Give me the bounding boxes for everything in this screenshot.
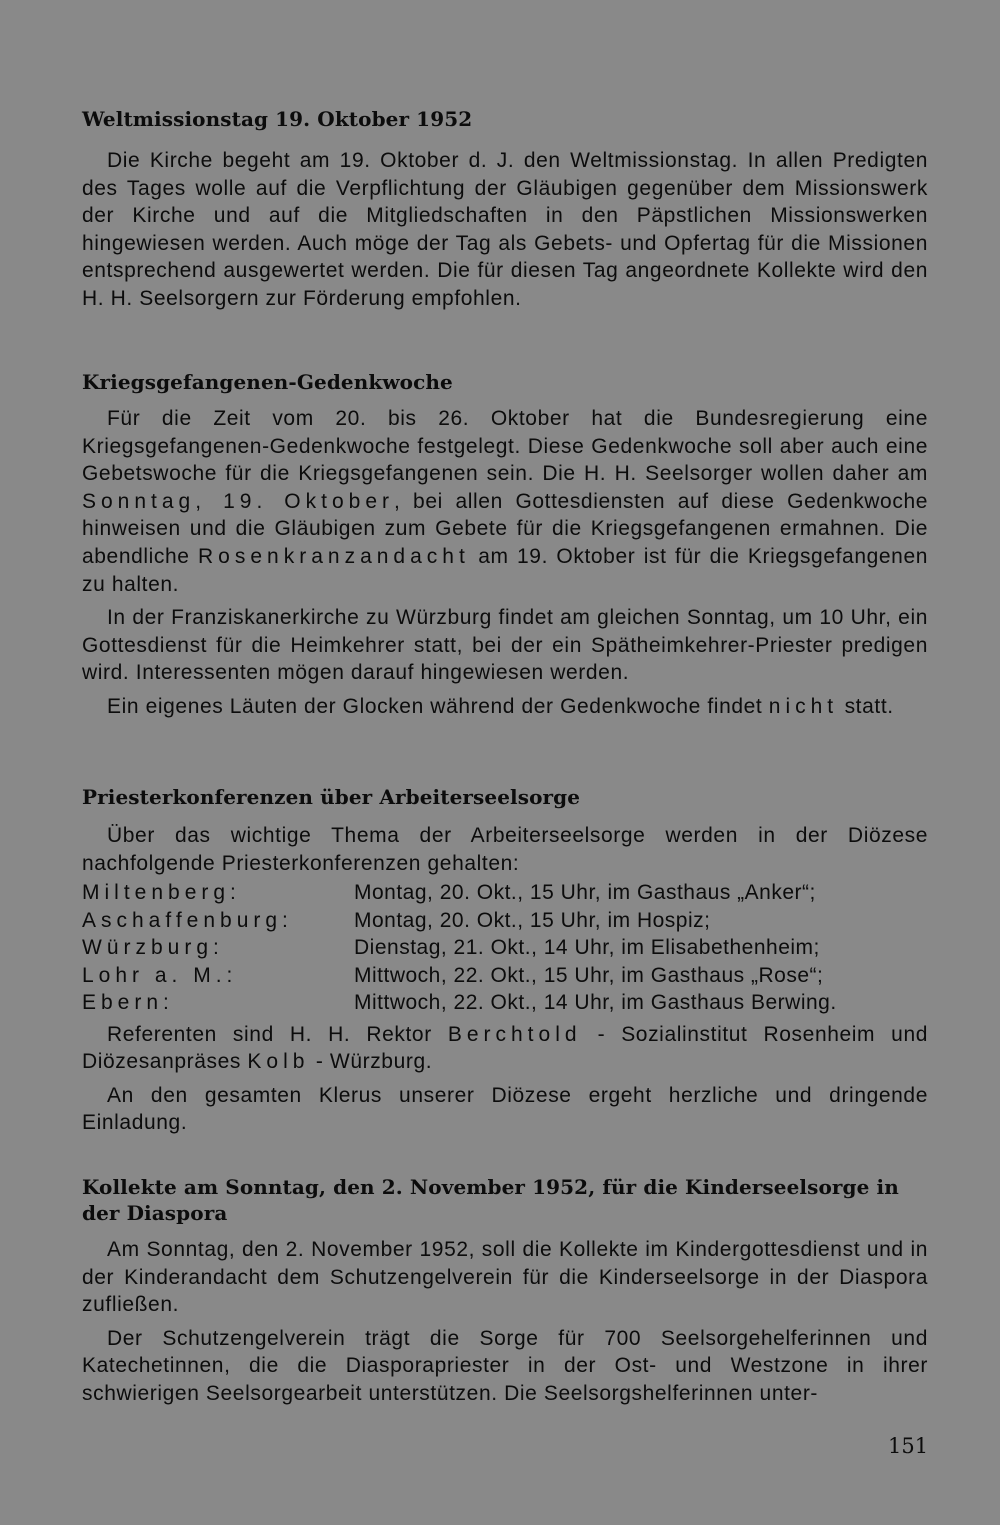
schedule-place: Würzburg: — [82, 936, 224, 960]
paragraph: In der Franziskanerkirche zu Würzburg findet am gleichen Sonntag, um 10 Uhr, ein Gottesdienst für die Heimkehrer statt, bei der ein Spätheimkehrer-Priester predigen wird. Interessenten mögen darauf hingewiesen werden. — [82, 606, 928, 685]
schedule-details: Mittwoch, 22. Okt., 15 Uhr, im Gasthaus „Rose“; — [354, 963, 824, 987]
schedule-row — [82, 989, 928, 1017]
text-run: Referenten sind H. H. Rektor — [107, 1022, 448, 1046]
section-heading: Weltmissionstag 19. Oktober 1952 — [82, 107, 473, 131]
schedule-row — [82, 879, 928, 907]
text-run: Ein eigenes Läuten der Glocken während der Gedenkwoche findet — [107, 694, 769, 718]
text-run: statt. — [838, 694, 894, 718]
emphasis: Kolb — [247, 1050, 310, 1074]
schedule-place: Miltenberg: — [82, 881, 241, 905]
text-run: - Sozialinstitut Rosenheim und Diözesanpräses — [82, 1022, 928, 1074]
text-run: am 19. Oktober ist für die Kriegsgefangenen zu halten. — [82, 544, 928, 596]
paragraph: Am Sonntag, den 2. November 1952, soll die Kollekte im Kindergottesdienst und in der Kinderandacht dem Schutzengelverein für die Kinderseelsorge in der Diaspora zufließen. — [82, 1238, 928, 1317]
paragraph — [82, 405, 928, 598]
conference-schedule — [82, 879, 928, 1017]
schedule-row — [82, 907, 928, 935]
section-kollekte — [82, 1174, 928, 1408]
text-run: Für die Zeit vom 20. bis 26. Oktober hat die Bundesregierung eine Kriegsgefangenen-Gedenkwoche festgelegt. Diese Gedenkwoche soll aber auch eine Gebetswoche für die Kriegsgefangenen sein. Die H. H. Seelsorger wollen daher am — [82, 407, 928, 486]
text-run: , bei allen Gottesdiensten auf diese Gedenkwoche hinweisen und die Gläubigen zum Gebete für die Kriegsgefangenen ermahnen. Die abendliche — [82, 489, 928, 568]
paragraph: An den gesamten Klerus unserer Diözese ergeht herzliche und dringende Einladung. — [82, 1083, 928, 1135]
schedule-place: Aschaffenburg: — [82, 908, 293, 932]
paragraph: Der Schutzengelverein trägt die Sorge für 700 Seelsorgehelferinnen und Katechetinnen, die die Diasporapriester in der Ost- und Westzone in ihrer schwierigen Seelsorgearbeit unterstützen. Die Seelsorgshelferinnen unter- — [82, 1326, 928, 1405]
text-run: - Würzburg. — [309, 1050, 433, 1074]
schedule-place: Lohr a. M.: — [82, 963, 238, 987]
emphasis: nicht — [768, 694, 839, 718]
page-number: 151 — [888, 1434, 929, 1458]
emphasis: Rosenkranzandacht — [198, 544, 470, 568]
emphasis: Sonntag, 19. Oktober — [82, 489, 394, 513]
emphasis: Berchtold — [447, 1022, 582, 1046]
paragraph — [82, 693, 928, 721]
schedule-details: Montag, 20. Okt., 15 Uhr, im Gasthaus „Anker“; — [354, 881, 816, 905]
schedule-details: Montag, 20. Okt., 15 Uhr, im Hospiz; — [354, 908, 711, 932]
section-kriegsgefangenen — [82, 369, 928, 721]
section-heading: Kriegsgefangenen-Gedenkwoche — [82, 370, 453, 394]
schedule-details: Mittwoch, 22. Okt., 14 Uhr, im Gasthaus Berwing. — [354, 991, 837, 1015]
paragraph: Über das wichtige Thema der Arbeiterseelsorge werden in der Diözese nachfolgende Priesterkonferenzen gehalten: — [82, 824, 928, 875]
paragraph — [82, 1021, 928, 1076]
section-priesterkonferenzen — [82, 784, 928, 1137]
schedule-details: Dienstag, 21. Okt., 14 Uhr, im Elisabethenheim; — [354, 936, 820, 960]
schedule-row — [82, 934, 928, 962]
section-heading: Kollekte am Sonntag, den 2. November 1952, für die Kinderseelsorge in der Diaspora — [82, 1175, 899, 1225]
section-heading: Priesterkonferenzen über Arbeiterseelsorge — [82, 785, 581, 809]
schedule-row — [82, 962, 928, 990]
section-weltmissionstag — [82, 106, 928, 313]
paragraph: Die Kirche begeht am 19. Oktober d. J. den Weltmissionstag. In allen Predigten des Tages wolle auf die Verpflichtung der Gläubigen gegenüber dem Missionswerk der Kirche und auf die Mitgliedschaften in den Päpstlichen Missionswerken hingewiesen werden. Auch möge der Tag als Gebets- und Opfertag für die Missionen entsprechend ausgewertet werden. Die für diesen Tag angeordnete Kollekte wird den H. H. Seelsorgern zur Förderung empfohlen. — [82, 149, 928, 310]
schedule-place: Ebern: — [82, 991, 174, 1015]
